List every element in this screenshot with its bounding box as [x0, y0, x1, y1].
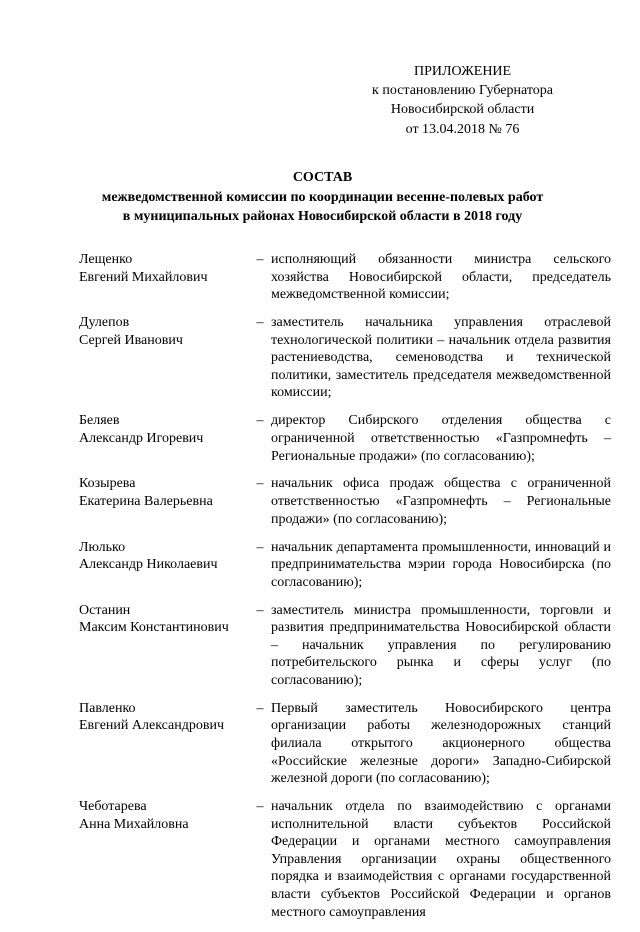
member-row	[79, 700, 611, 788]
member-duty: начальник отдела по взаимодействию с органами исполнительной власти субъектов Российской Федерации и органами местного самоуправления Управления организации охраны общественного порядка и взаимодействия с органами государственной власти субъектов Российской Федерации и органов местного самоуправления	[271, 799, 611, 920]
member-surname: Дулепов	[79, 315, 130, 331]
member-row	[79, 798, 611, 921]
member-list	[79, 251, 611, 932]
member-duty: заместитель начальника управления отраслевой технологической политики – начальник отдела развития растениеводства, семеноводства и технической политики, заместитель председателя межведомственной комиссии;	[271, 315, 611, 401]
heading-title: СОСТАВ	[292, 170, 353, 185]
member-given-name: Евгений Александрович	[79, 718, 225, 734]
document-heading	[70, 168, 575, 227]
member-name	[79, 798, 249, 833]
member-row	[79, 475, 611, 528]
member-row	[79, 251, 611, 304]
appendix-line-2: Новосибирской области	[390, 102, 535, 118]
member-given-name: Александр Николаевич	[79, 557, 218, 573]
member-surname: Останин	[79, 602, 131, 618]
member-given-name: Сергей Иванович	[79, 332, 183, 348]
member-given-name: Александр Игоревич	[79, 430, 204, 446]
member-name	[79, 475, 249, 510]
member-name	[79, 412, 249, 447]
member-duty: директор Сибирского отделения общества с ограниченной ответственностью «Газпромнефть – Региональные продажи» (по согласованию);	[271, 413, 611, 464]
member-dash: –	[256, 700, 264, 716]
appendix-title: ПРИЛОЖЕНИЕ	[413, 64, 512, 79]
member-row	[79, 412, 611, 465]
member-name	[79, 700, 249, 735]
member-name	[79, 539, 249, 574]
member-name	[79, 602, 249, 637]
member-duty: начальник департамента промышленности, инноваций и предпринимательства мэрии города Новосибирска (по согласованию);	[271, 539, 611, 590]
member-surname: Чеботарева	[79, 799, 147, 815]
member-row	[79, 314, 611, 402]
member-surname: Лещенко	[79, 252, 133, 267]
member-dash: –	[256, 602, 264, 618]
member-dash: –	[256, 539, 264, 555]
member-surname: Павленко	[79, 700, 136, 716]
member-dash: –	[256, 799, 264, 815]
member-surname: Люлько	[79, 539, 126, 555]
appendix-block	[372, 62, 553, 139]
appendix-line-3: от 13.04.2018 № 76	[405, 121, 520, 137]
member-given-name: Анна Михайловна	[79, 816, 189, 832]
member-given-name: Екатерина Валерьевна	[79, 494, 213, 510]
member-duty: заместитель министра промышленности, торговли и развития предпринимательства Новосибирской области – начальник управления по регулированию потребительского рынка и сферы услуг (по согласованию);	[271, 602, 611, 688]
member-surname: Козырева	[79, 476, 136, 492]
member-dash: –	[256, 315, 264, 331]
member-given-name: Максим Константинович	[79, 620, 229, 636]
member-surname: Беляев	[79, 413, 120, 429]
member-dash: –	[256, 252, 264, 267]
heading-subtitle-1: межведомственной комиссии по координации весенне-полевых работ	[101, 189, 544, 205]
member-dash: –	[256, 476, 264, 492]
member-dash: –	[256, 413, 264, 429]
member-duty: начальник офиса продаж общества с ограниченной ответственностью «Газпромнефть – Региональные продажи» (по согласованию);	[271, 476, 611, 527]
appendix-line-1: к постановлению Губернатора	[372, 83, 553, 99]
member-row	[79, 539, 611, 592]
member-given-name: Евгений Михайлович	[79, 269, 208, 285]
member-row	[79, 602, 611, 690]
heading-subtitle-2: в муниципальных районах Новосибирской области в 2018 году	[122, 209, 523, 224]
member-duty: Первый заместитель Новосибирского центра организации работы железнодорожных станций филиала открытого акционерного общества «Российские железные дороги» Западно-Сибирской железной дороги (по согласованию);	[271, 700, 611, 787]
member-duty: исполняющий обязанности министра сельского хозяйства Новосибирской области, председатель межведомственной комиссии;	[271, 252, 611, 303]
member-name	[79, 251, 249, 286]
member-name	[79, 314, 249, 349]
